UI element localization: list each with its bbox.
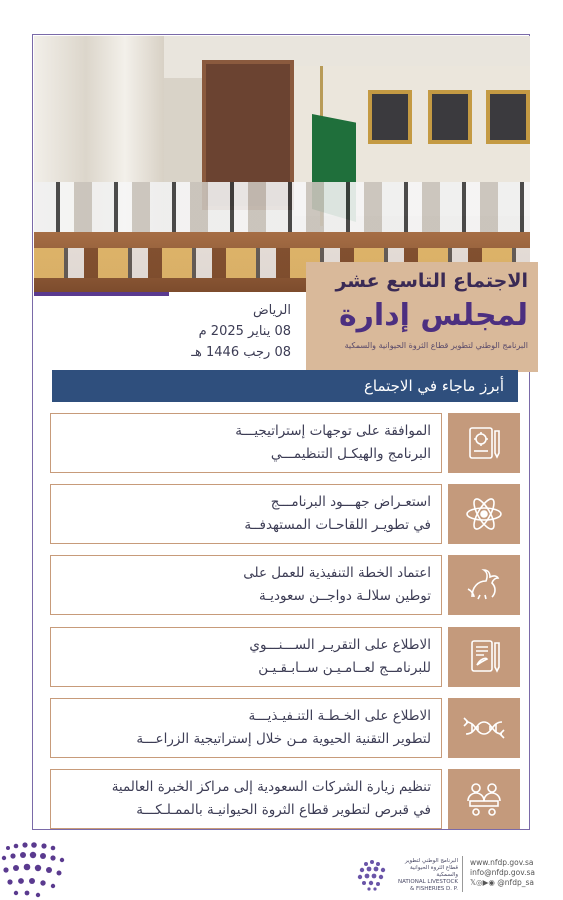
footer-divider <box>462 856 463 892</box>
logo-text: البرنامج الوطني لتطوير قطاع الثروة الحيوانية والسمكية NATIONAL LIVESTOCK & FISHERIES D. P. <box>397 858 458 892</box>
title-box <box>306 262 538 372</box>
list-item <box>50 484 520 544</box>
rooster-icon <box>448 555 520 615</box>
email-link[interactable]: info@nfdp.gov.sa <box>470 868 535 877</box>
footer-contacts <box>470 858 535 888</box>
list-item <box>50 555 520 615</box>
decorative-dots <box>0 840 80 900</box>
item-text: تنظيم زيارة الشركات السعودية إلى مراكز الخبرة العالمية في قبرص لتطوير قطاع الثروة الحيوانيـة بالممـلـكـــة <box>50 769 442 829</box>
social-handle[interactable]: 𝕏◎▶◉ @nfdp_sa <box>470 878 534 887</box>
list-item <box>50 413 520 473</box>
meeting-photo <box>34 36 530 292</box>
item-text: الموافقة على توجهات إستراتيجيـــة البرنامج والهيكـل التنظيمـــي <box>50 413 442 473</box>
website-link[interactable]: www.nfdp.gov.sa <box>470 858 534 867</box>
accent-bar <box>34 292 169 296</box>
board-title: لمجلس إدارة <box>338 298 528 333</box>
item-text: الاطلاع على التقريـر الســـنـــوي للبرنامــج لعــامـيـن ســابـقـيـن <box>50 627 442 687</box>
nfdp-logo-icon <box>352 854 392 894</box>
list-item <box>50 698 520 758</box>
location: الرياض <box>252 303 291 318</box>
meeting-icon <box>448 769 520 829</box>
document-strategy-icon <box>448 413 520 473</box>
item-text: اعتماد الخطة التنفيذية للعمل على توطين سلالـة دواجــن سعوديـة <box>50 555 442 615</box>
dna-icon <box>448 698 520 758</box>
social-icons: 𝕏◎▶◉ <box>470 878 498 887</box>
list-item <box>50 627 520 687</box>
program-name: البرنامج الوطني لتطوير قطاع الثروة الحيوانية والسمكية <box>344 341 528 350</box>
list-item <box>50 769 520 829</box>
date-hijri: 08 رجب 1446 هـ <box>191 345 291 360</box>
atom-icon <box>448 484 520 544</box>
meeting-meta <box>151 300 291 363</box>
meeting-title: الاجتماع التاسع عشر <box>335 270 528 292</box>
date-gregorian: 08 يناير 2025 م <box>198 324 291 339</box>
item-text: الاطلاع على الخـطـة التنـفيـذيـــة لتطوير التقنية الحيوية مـن خلال إستراتيجية الزراعـــة <box>50 698 442 758</box>
item-text: استعـراض جهـــود البرنامـــج في تطويـر اللقاحـات المستهدفــة <box>50 484 442 544</box>
highlights-heading: أبرز ماجاء في الاجتماع <box>52 370 518 402</box>
report-icon <box>448 627 520 687</box>
